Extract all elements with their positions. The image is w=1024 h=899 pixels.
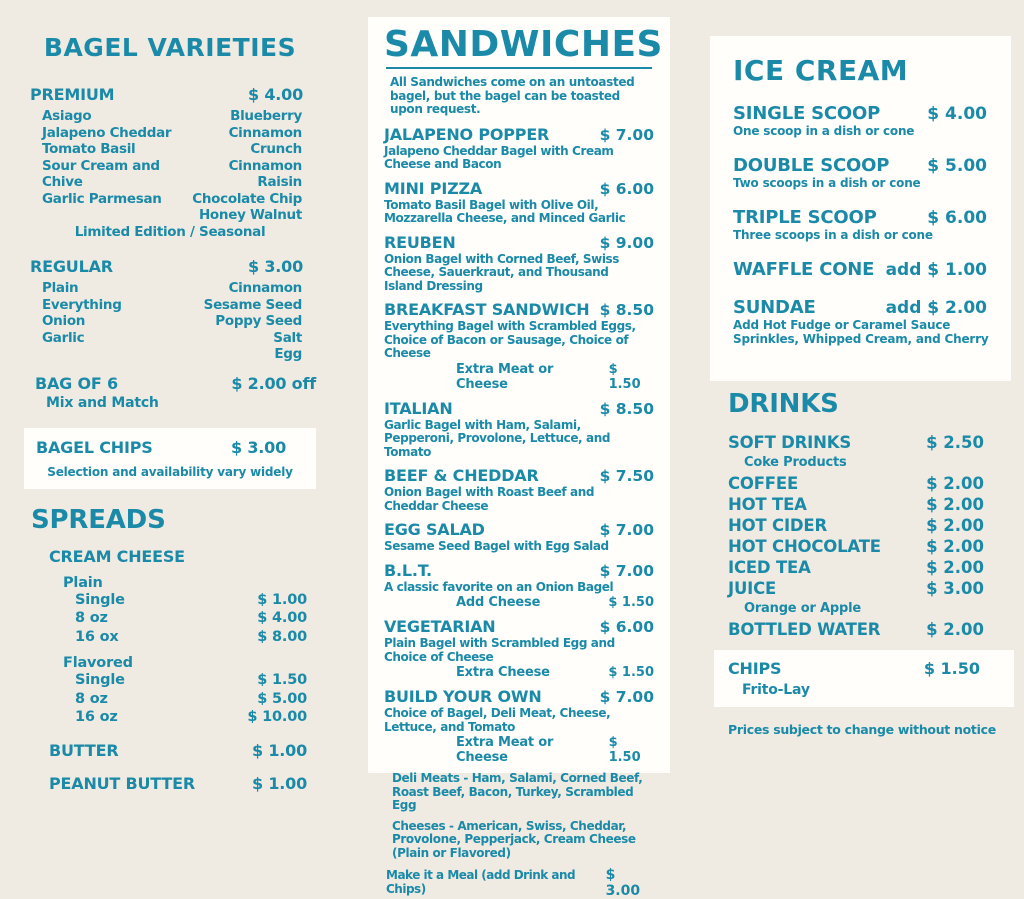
size-price: $ 8.00 bbox=[257, 628, 307, 645]
flavor-item: Tomato Basil bbox=[42, 141, 136, 157]
drink-price: $ 2.00 bbox=[926, 495, 984, 514]
size-price-row bbox=[24, 628, 316, 647]
drink-name: ICED TEA bbox=[728, 558, 811, 577]
drink-row bbox=[728, 432, 984, 453]
extra-price: $ 1.50 bbox=[608, 595, 654, 610]
item-name: EGG SALAD bbox=[384, 520, 485, 539]
item-description: Tomato Basil Bagel with Olive Oil, Mozzarella Cheese, and Minced Garlic bbox=[384, 197, 626, 225]
flavored-label: Flavored bbox=[63, 655, 133, 671]
bag-of-6-row bbox=[24, 374, 316, 393]
flavor-item: Cinnamon bbox=[228, 280, 302, 296]
regular-flavor-col2 bbox=[204, 280, 302, 363]
drink-name: JUICE bbox=[728, 579, 777, 598]
item-price: $ 5.00 bbox=[927, 156, 987, 176]
size-label: Single bbox=[75, 591, 125, 608]
meal-price: $ 3.00 bbox=[605, 867, 641, 899]
flavor-item: Asiago bbox=[42, 108, 92, 124]
bag-of-6-label: BAG OF 6 bbox=[35, 373, 118, 393]
item-name: BEEF & CHEDDAR bbox=[384, 466, 539, 485]
extra-price: $ 1.50 bbox=[608, 361, 641, 392]
bagel-chips-note: Selection and availability vary widely bbox=[47, 464, 293, 479]
premium-section-row bbox=[24, 85, 316, 104]
item-description: Three scoops in a dish or cone bbox=[733, 228, 933, 242]
premium-flavor-list bbox=[24, 108, 316, 224]
sandwiches-card bbox=[368, 17, 670, 899]
butter-row bbox=[24, 741, 316, 760]
size-label: Single bbox=[75, 672, 125, 688]
bagel-chips-price: $ 3.00 bbox=[231, 437, 286, 457]
item-price: $ 7.00 bbox=[599, 125, 654, 144]
flavor-item: Salt bbox=[273, 329, 302, 346]
item-name: BUILD YOUR OWN bbox=[384, 687, 542, 706]
item-description: A classic favorite on an Onion Bagel bbox=[384, 579, 614, 594]
drink-price: $ 2.00 bbox=[926, 516, 984, 535]
flavor-item: Garlic bbox=[42, 329, 85, 346]
sandwiches-title: SANDWICHES bbox=[384, 24, 663, 65]
drink-name: BOTTLED WATER bbox=[728, 620, 881, 639]
price-disclaimer: Prices subject to change without notice bbox=[728, 722, 996, 737]
drink-row bbox=[728, 536, 984, 557]
flavor-item: Onion bbox=[42, 313, 86, 329]
item-price: $ 7.00 bbox=[599, 521, 654, 539]
drink-price: $ 2.00 bbox=[926, 537, 984, 556]
item-price: $ 7.50 bbox=[599, 467, 654, 485]
bag-of-6-price: $ 2.00 off bbox=[231, 373, 316, 393]
drink-price: $ 2.50 bbox=[926, 433, 984, 452]
menu-item bbox=[384, 687, 654, 765]
drink-price: $ 2.00 bbox=[926, 474, 984, 493]
item-price: add $ 1.00 bbox=[885, 260, 987, 280]
menu-item bbox=[384, 466, 654, 513]
bagel-chips-label: BAGEL CHIPS bbox=[36, 437, 153, 457]
menu-item bbox=[733, 155, 987, 190]
chips-label: CHIPS bbox=[728, 659, 782, 678]
size-label: 16 oz bbox=[75, 709, 118, 725]
item-name: DOUBLE SCOOP bbox=[733, 155, 890, 176]
extra-price: $ 1.50 bbox=[608, 665, 654, 680]
item-price: $ 8.50 bbox=[599, 399, 654, 418]
item-price: $ 6.00 bbox=[927, 208, 987, 228]
premium-flavor-col1 bbox=[42, 108, 187, 224]
cheeses-note: Cheeses - American, Swiss, Cheddar, Provolone, Pepperjack, Cream Cheese (Plain or Flavored) bbox=[392, 818, 636, 860]
item-description: Everything Bagel with Scrambled Eggs, Choice of Bacon or Sausage, Choice of Cheese bbox=[384, 319, 636, 360]
flavor-item: Jalapeno Cheddar bbox=[42, 124, 172, 141]
drink-row bbox=[728, 557, 984, 578]
item-description: Sprinkles, Whipped Cream, and Cherry bbox=[733, 332, 989, 346]
size-label: 8 oz bbox=[75, 690, 108, 707]
drink-row bbox=[728, 619, 984, 640]
item-price: $ 6.00 bbox=[599, 618, 654, 636]
ice-cream-title: ICE CREAM bbox=[733, 54, 909, 87]
bag-of-6-note: Mix and Match bbox=[46, 394, 159, 411]
item-description: Two scoops in a dish or cone bbox=[733, 176, 921, 190]
regular-price: $ 3.00 bbox=[248, 257, 303, 276]
menu-item bbox=[384, 233, 654, 294]
extra-label: Extra Cheese bbox=[456, 665, 550, 680]
size-price: $ 4.00 bbox=[257, 610, 307, 626]
item-extra-row bbox=[384, 735, 654, 765]
item-description: Sesame Seed Bagel with Egg Salad bbox=[384, 539, 609, 553]
flavor-item: Plain bbox=[42, 280, 79, 296]
flavor-item: Chocolate Chip bbox=[192, 190, 302, 207]
chips-box bbox=[714, 650, 1014, 707]
item-extra-row bbox=[384, 362, 654, 392]
flavor-item: Sour Cream and Chive bbox=[42, 157, 160, 190]
flavor-item: Sesame Seed bbox=[203, 296, 302, 313]
drink-name: HOT CHOCOLATE bbox=[728, 537, 881, 556]
extra-label: Add Cheese bbox=[456, 595, 541, 610]
deli-meats-note: Deli Meats - Ham, Salami, Corned Beef, Roast Beef, Bacon, Turkey, Scrambled Egg bbox=[392, 771, 643, 812]
bagel-chips-box bbox=[24, 428, 316, 489]
item-name: SINGLE SCOOP bbox=[733, 103, 881, 124]
flavor-item: Blueberry bbox=[230, 108, 302, 124]
item-name: B.L.T. bbox=[384, 560, 432, 580]
size-price: $ 5.00 bbox=[257, 690, 307, 707]
butter-label: BUTTER bbox=[49, 740, 119, 760]
size-price: $ 1.50 bbox=[257, 672, 307, 688]
size-price-row bbox=[24, 690, 316, 709]
item-description: Garlic Bagel with Ham, Salami, Pepperoni, Provolone, Lettuce, and Tomato bbox=[384, 417, 611, 459]
item-price: $ 8.50 bbox=[599, 301, 654, 319]
item-name: VEGETARIAN bbox=[384, 617, 496, 636]
chips-price: $ 1.50 bbox=[923, 659, 980, 678]
item-description: Jalapeno Cheddar Bagel with Cream Cheese and Bacon bbox=[384, 143, 614, 171]
item-extra-row bbox=[384, 665, 654, 680]
item-extra-row bbox=[384, 595, 654, 610]
meal-label: Make it a Meal (add Drink and Chips) bbox=[386, 868, 576, 896]
item-description: One scoop in a dish or cone bbox=[733, 124, 915, 138]
drink-row bbox=[728, 578, 984, 599]
item-price: $ 7.00 bbox=[599, 561, 654, 580]
drink-note: Orange or Apple bbox=[744, 601, 861, 616]
menu-item bbox=[733, 297, 987, 346]
item-name: MINI PIZZA bbox=[384, 178, 483, 198]
drinks-section bbox=[728, 389, 984, 640]
peanut-butter-label: PEANUT BUTTER bbox=[49, 773, 195, 793]
item-description: Onion Bagel with Corned Beef, Swiss Cheese, Sauerkraut, and Thousand Island Dressing bbox=[384, 251, 620, 293]
bagel-chips-row bbox=[24, 438, 316, 457]
flavor-item: Everything bbox=[42, 296, 122, 313]
flavor-item: Cinnamon Raisin bbox=[228, 157, 302, 190]
flavor-item: Poppy Seed bbox=[215, 313, 302, 329]
menu-item bbox=[384, 561, 654, 611]
regular-flavor-list bbox=[24, 280, 316, 363]
drink-row bbox=[728, 473, 984, 494]
size-price: $ 10.00 bbox=[247, 709, 307, 725]
item-name: JALAPENO POPPER bbox=[384, 124, 550, 144]
drink-price: $ 2.00 bbox=[926, 558, 984, 577]
item-price: $ 9.00 bbox=[599, 233, 654, 252]
menu-item bbox=[384, 617, 654, 680]
menu-item bbox=[733, 259, 987, 280]
item-description: Onion Bagel with Roast Beef and Cheddar Cheese bbox=[384, 485, 595, 513]
menu-item bbox=[384, 399, 654, 460]
drink-price: $ 3.00 bbox=[926, 579, 984, 598]
size-label: 16 ox bbox=[75, 628, 119, 645]
extra-price: $ 1.50 bbox=[608, 735, 641, 765]
spreads-title: SPREADS bbox=[31, 504, 166, 535]
item-price: add $ 2.00 bbox=[885, 298, 987, 318]
drink-price: $ 2.00 bbox=[926, 620, 984, 639]
drink-name: HOT TEA bbox=[728, 495, 807, 514]
item-name: ITALIAN bbox=[384, 398, 453, 418]
chips-row bbox=[728, 659, 980, 678]
size-price-row bbox=[24, 671, 316, 690]
title-underline bbox=[386, 67, 652, 69]
item-name: REUBEN bbox=[384, 232, 456, 252]
item-price: $ 6.00 bbox=[599, 179, 654, 198]
peanut-butter-price: $ 1.00 bbox=[252, 773, 307, 793]
drinks-title: DRINKS bbox=[728, 389, 839, 419]
menu-item bbox=[384, 179, 654, 226]
extra-label: Extra Meat or Cheese bbox=[456, 735, 554, 765]
flavor-item: Egg bbox=[274, 346, 302, 362]
size-price-row bbox=[24, 609, 316, 628]
regular-flavor-col1 bbox=[42, 280, 122, 363]
sandwiches-intro: All Sandwiches come on an untoasted bagel, but the bagel can be toasted upon request. bbox=[390, 75, 635, 116]
premium-footer-note: Limited Edition / Seasonal bbox=[74, 223, 266, 240]
size-price-row bbox=[24, 708, 316, 727]
flavor-item: Cinnamon Crunch bbox=[228, 124, 302, 157]
drink-row bbox=[728, 515, 984, 536]
drink-name: COFFEE bbox=[728, 474, 799, 493]
size-price-row bbox=[24, 591, 316, 610]
bagel-varieties-title: BAGEL VARIETIES bbox=[43, 33, 297, 62]
drink-name: SOFT DRINKS bbox=[728, 433, 852, 452]
plain-label: Plain bbox=[63, 574, 103, 591]
butter-price: $ 1.00 bbox=[252, 740, 307, 760]
extra-label: Extra Meat or Cheese bbox=[456, 361, 554, 392]
item-description: Plain Bagel with Scrambled Egg and Choice of Cheese bbox=[384, 636, 615, 664]
item-name: WAFFLE CONE bbox=[733, 259, 875, 280]
menu-item bbox=[384, 125, 654, 172]
flavor-item: Garlic Parmesan bbox=[42, 190, 162, 207]
item-name: SUNDAE bbox=[733, 297, 816, 318]
menu-item bbox=[384, 300, 654, 392]
flavor-item: Honey Walnut bbox=[198, 207, 302, 223]
ice-cream-card bbox=[710, 36, 1011, 381]
size-label: 8 oz bbox=[75, 610, 108, 626]
size-price: $ 1.00 bbox=[257, 591, 307, 608]
item-price: $ 4.00 bbox=[927, 104, 987, 124]
menu-item bbox=[733, 207, 987, 242]
item-description: Add Hot Fudge or Caramel Sauce bbox=[733, 318, 951, 332]
peanut-butter-row bbox=[24, 774, 316, 793]
premium-flavor-col2 bbox=[187, 108, 302, 224]
menu-item bbox=[733, 103, 987, 138]
drink-note: Coke Products bbox=[744, 455, 847, 470]
item-name: TRIPLE SCOOP bbox=[733, 207, 877, 228]
make-it-a-meal-row bbox=[384, 867, 654, 899]
item-price: $ 7.00 bbox=[599, 688, 654, 706]
chips-note: Frito-Lay bbox=[742, 682, 810, 698]
item-description: Choice of Bagel, Deli Meat, Cheese, Lettuce, and Tomato bbox=[384, 706, 611, 734]
bagel-varieties-column bbox=[24, 0, 316, 793]
premium-price: $ 4.00 bbox=[248, 85, 303, 104]
drink-row bbox=[728, 494, 984, 515]
item-name: BREAKFAST SANDWICH bbox=[384, 300, 590, 319]
regular-section-row bbox=[24, 257, 316, 276]
regular-label: REGULAR bbox=[30, 257, 113, 276]
cream-cheese-label: CREAM CHEESE bbox=[49, 546, 185, 566]
menu-item bbox=[384, 520, 654, 554]
drink-name: HOT CIDER bbox=[728, 516, 827, 535]
premium-label: PREMIUM bbox=[30, 85, 115, 104]
